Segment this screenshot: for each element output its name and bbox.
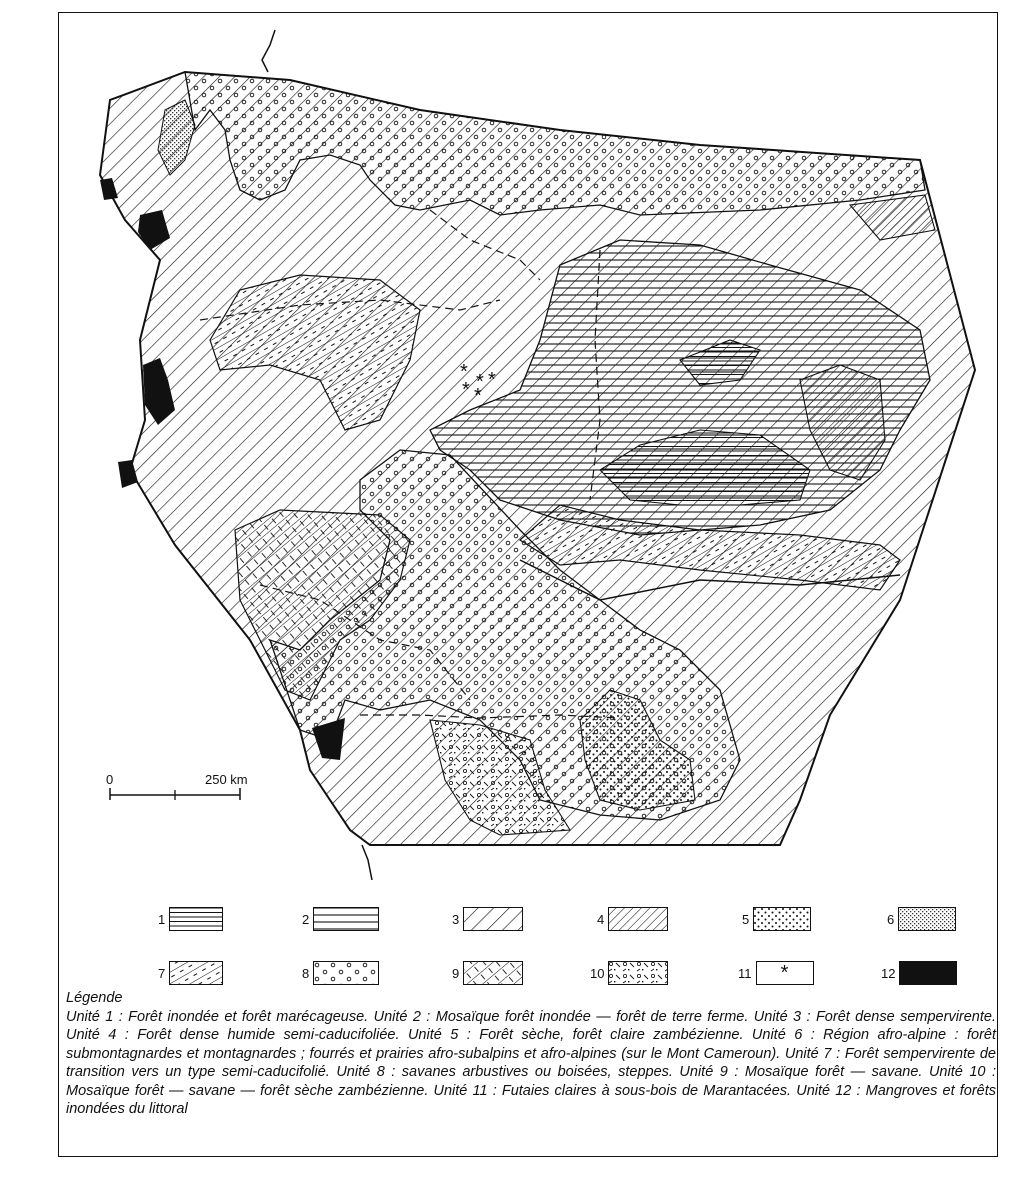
legend-key-9 <box>452 961 523 985</box>
asterisk-marker-2: * <box>476 371 484 393</box>
asterisk-marker-1: * <box>460 361 468 383</box>
legend-key-number: 5 <box>742 911 750 927</box>
legend-key-number: 7 <box>158 965 166 981</box>
legend-key-4 <box>597 907 668 931</box>
legend-swatch-diagonal-cross <box>463 961 523 985</box>
legend-key-number: 9 <box>452 965 460 981</box>
legend-caption <box>66 989 996 1119</box>
scale-zero-label: 0 <box>106 772 114 787</box>
legend-key-5 <box>742 907 811 931</box>
legend-description: Unité 1 : Forêt inondée et forêt marécageuse. Unité 2 : Mosaïque forêt inondée — forêt de terre ferme. Unité 3 : Forêt dense sempervirente. Unité 4 : Forêt dense humide semi-caducifoliée. Unité 5 : Forêt sèche, forêt claire zambézienne. Unité 6 : Région afro-alpine : forêt submontagnardes et montagnardes ; fourrés et prairies afro-subalpins et afro-alpines (sur le Mont Cameroun). Unité 7 : Forêt sempervirente de transition vers un type semi-caducifolié. Unité 8 : savanes arbustives ou boisées, steppes. Unité 9 : Mosaïque forêt — savane. Unité 10 : Mosaïque forêt — savane — forêt sèche zambézienne. Unité 11 : Futaies claires à sous-bois de Marantacées. Unité 12 : Mangroves et forêts inondées du littoral <box>66 1008 996 1117</box>
legend-swatch-dense-horizontal <box>169 907 223 931</box>
legend-swatch-stipple <box>898 907 956 931</box>
legend-key-12 <box>881 961 957 985</box>
legend-swatch-sparse-diagonal <box>463 907 523 931</box>
legend-key-number: 12 <box>881 965 896 981</box>
legend-key-number: 4 <box>597 911 605 927</box>
asterisk-marker-5: * <box>474 385 482 407</box>
scale-bar <box>110 788 240 800</box>
asterisk-marker-3: * <box>488 369 496 391</box>
legend-key-3 <box>452 907 523 931</box>
river-north <box>262 30 275 72</box>
river-south <box>362 845 372 880</box>
asterisk-marker-4: * <box>462 379 470 401</box>
legend-key-7 <box>158 961 223 985</box>
legend-swatch-solid-black <box>899 961 957 985</box>
legend-key-1 <box>158 907 223 931</box>
legend-key-number: 3 <box>452 911 460 927</box>
legend-key-number: 10 <box>590 965 605 981</box>
legend-key-number: 11 <box>738 965 752 981</box>
legend-key-number: 1 <box>158 911 166 927</box>
legend-swatch-diagonal-dash <box>169 961 223 985</box>
legend-key-11 <box>738 961 814 985</box>
legend-swatch-fine-dots <box>753 907 811 931</box>
legend-swatch-mixed <box>608 961 668 985</box>
legend-swatch-asterisk: * <box>756 961 814 985</box>
scale-distance-label: 250 km <box>205 772 248 787</box>
legend-swatch-circles <box>313 961 379 985</box>
legend-key-8 <box>302 961 379 985</box>
legend-swatch-horizontal <box>313 907 379 931</box>
legend-key-number: 2 <box>302 911 310 927</box>
legend-key-number: 8 <box>302 965 310 981</box>
legend-title: Légende <box>66 990 123 1006</box>
legend-key-number: 6 <box>887 911 895 927</box>
legend-key-6 <box>887 907 956 931</box>
legend-swatch-dense-diagonal <box>608 907 668 931</box>
legend-key-2 <box>302 907 379 931</box>
legend-key-10 <box>590 961 668 985</box>
